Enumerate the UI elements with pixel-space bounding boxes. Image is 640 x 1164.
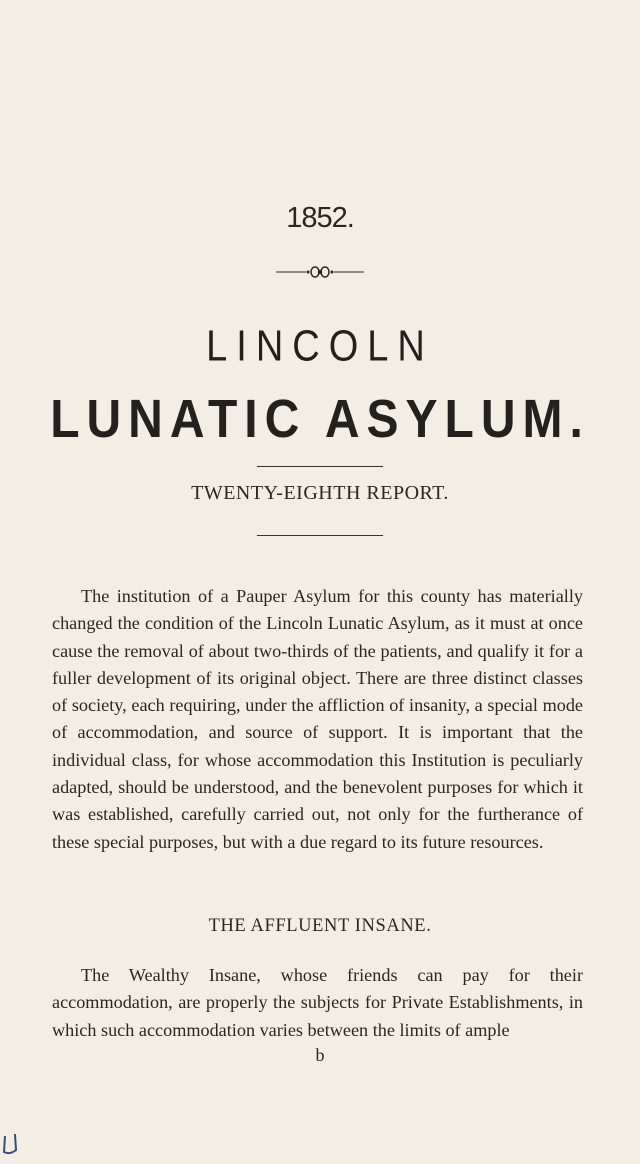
- divider-bottom: [257, 535, 383, 536]
- title-line-2: LUNATIC ASYLUM.: [50, 389, 590, 450]
- year-heading: 1852.: [286, 202, 354, 234]
- ornament-divider-icon: [270, 262, 370, 282]
- divider-top: [257, 466, 383, 467]
- body-paragraph-1: The institution of a Pauper Asylum for this county has materially changed the condition of the Lincoln Lunatic Asylum, as it must at once cause the removal of about two-thirds of the patients, and qualify it for a fuller development of its original object. There are three distinct classes of society, each requiring, under the affliction of insanity, a special mode of accommodation, and source of support. It is important that the individual class, for whose accommodation this Institution is peculiarly adapted, should be understood, and the benevolent purposes for which it was established, carefully carried out, not only for the furtherance of these special purposes, but with a due regard to its future resources.: [52, 586, 583, 852]
- report-subtitle: TWENTY-EIGHTH REPORT.: [191, 482, 449, 504]
- signature-mark: b: [315, 1045, 325, 1065]
- body-paragraph-2: The Wealthy Insane, whose friends can pay for their accommodation, are properly the subjects for Private Establishments, in which such accommodation varies between the limits of ample: [52, 965, 583, 1040]
- title-line-1: LINCOLN: [206, 322, 434, 372]
- section-heading: THE AFFLUENT INSANE.: [208, 916, 432, 936]
- margin-mark-icon: [0, 1128, 22, 1158]
